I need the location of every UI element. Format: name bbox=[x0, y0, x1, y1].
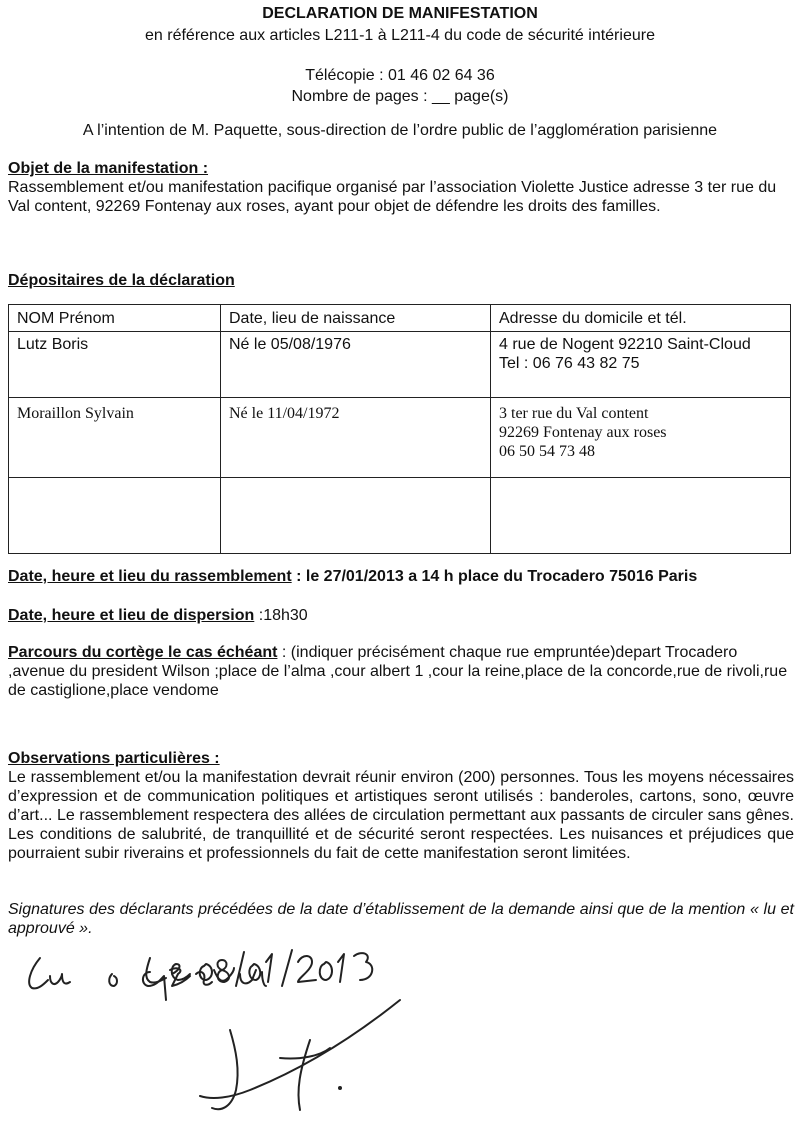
dispersion-line bbox=[8, 606, 308, 625]
attention-line: A l’intention de M. Paquette, sous-direction de l’ordre public de l’agglomération parisienne bbox=[82, 122, 718, 139]
document-subtitle: en référence aux articles L211-1 à L211-4 du code de sécurité intérieure bbox=[145, 27, 655, 44]
rassemblement-label: Date, heure et lieu du rassemblement bbox=[8, 568, 292, 585]
depositaires-table bbox=[8, 304, 791, 554]
row-birth: Né le 11/04/1972 bbox=[221, 398, 491, 478]
row-name: Lutz Boris bbox=[9, 332, 221, 398]
observations-text: Le rassemblement et/ou la manifestation devrait réunir environ (200) personnes. Tous les moyens nécessaires d’expression et de communication politiques et artistiques seront utilisés : banderoles, cartons, sono, œuvre d’art... Le rassemblement respectera des allées de circulation permettant aux passants de circuler sans gênes. Les conditions de salubrité, de tranquillité et de sécurité seront respectées. Les nuisances et préjudices que pourraient subir riverains et professionnels du fait de cette manifestation seront limitées. bbox=[8, 769, 794, 862]
dispersion-label: Date, heure et lieu de dispersion bbox=[8, 607, 255, 624]
rassemblement-value: : le 27/01/2013 a 14 h place du Trocadero 75016 Paris bbox=[291, 568, 698, 585]
table-row bbox=[9, 332, 791, 398]
empty-cell bbox=[491, 478, 791, 554]
parcours-value: : (indiquer précisément chaque rue empruntée)depart Trocadero ,avenue du president Wilson ;place de l’alma ,cour albert 1 ,cour la reine,place de la concorde,rue de rivoli,rue de castiglione,place vendome bbox=[8, 644, 788, 699]
address-line: 4 rue de Nogent 92210 Saint-Cloud bbox=[499, 336, 751, 353]
table-header-row bbox=[9, 305, 791, 332]
handwritten-signature bbox=[0, 940, 800, 1124]
objet-title: Objet de la manifestation : bbox=[8, 160, 209, 177]
table-row-empty bbox=[9, 478, 791, 554]
parcours-label: Parcours du cortège le cas échéant bbox=[8, 644, 278, 661]
phone-line: 06 50 54 73 48 bbox=[499, 443, 595, 460]
row-name: Moraillon Sylvain bbox=[9, 398, 221, 478]
empty-cell bbox=[221, 478, 491, 554]
table-row bbox=[9, 398, 791, 478]
row-birth: Né le 05/08/1976 bbox=[221, 332, 491, 398]
page-count: Nombre de pages : __ page(s) bbox=[291, 88, 509, 105]
fax-number: Télécopie : 01 46 02 64 36 bbox=[305, 67, 495, 84]
empty-cell bbox=[9, 478, 221, 554]
depositaires-title: Dépositaires de la déclaration bbox=[8, 272, 235, 289]
parcours-section bbox=[8, 643, 794, 700]
phone-line: Tel : 06 76 43 82 75 bbox=[499, 355, 640, 372]
signature-instructions: Signatures des déclarants précédées de la date d’établissement de la demande ainsi que de la mention « lu et approuvé ». bbox=[8, 901, 794, 937]
observations-section bbox=[8, 750, 794, 863]
objet-section bbox=[8, 160, 794, 216]
document-title: DECLARATION DE MANIFESTATION bbox=[262, 5, 538, 22]
address-line: 92269 Fontenay aux roses bbox=[499, 424, 667, 441]
header-birth: Date, lieu de naissance bbox=[221, 305, 491, 332]
observations-title: Observations particulières : bbox=[8, 750, 220, 767]
header-address: Adresse du domicile et tél. bbox=[491, 305, 791, 332]
objet-text: Rassemblement et/ou manifestation pacifique organisé par l’association Violette Justice adresse 3 ter rue du Val content, 92269 Fontenay aux roses, ayant pour objet de défendre les droits des familles. bbox=[8, 179, 777, 215]
row-address bbox=[491, 398, 791, 478]
header-name: NOM Prénom bbox=[9, 305, 221, 332]
row-address bbox=[491, 332, 791, 398]
address-line: 3 ter rue du Val content bbox=[499, 405, 649, 422]
dispersion-value: :18h30 bbox=[254, 607, 308, 624]
rassemblement-line bbox=[8, 568, 697, 586]
